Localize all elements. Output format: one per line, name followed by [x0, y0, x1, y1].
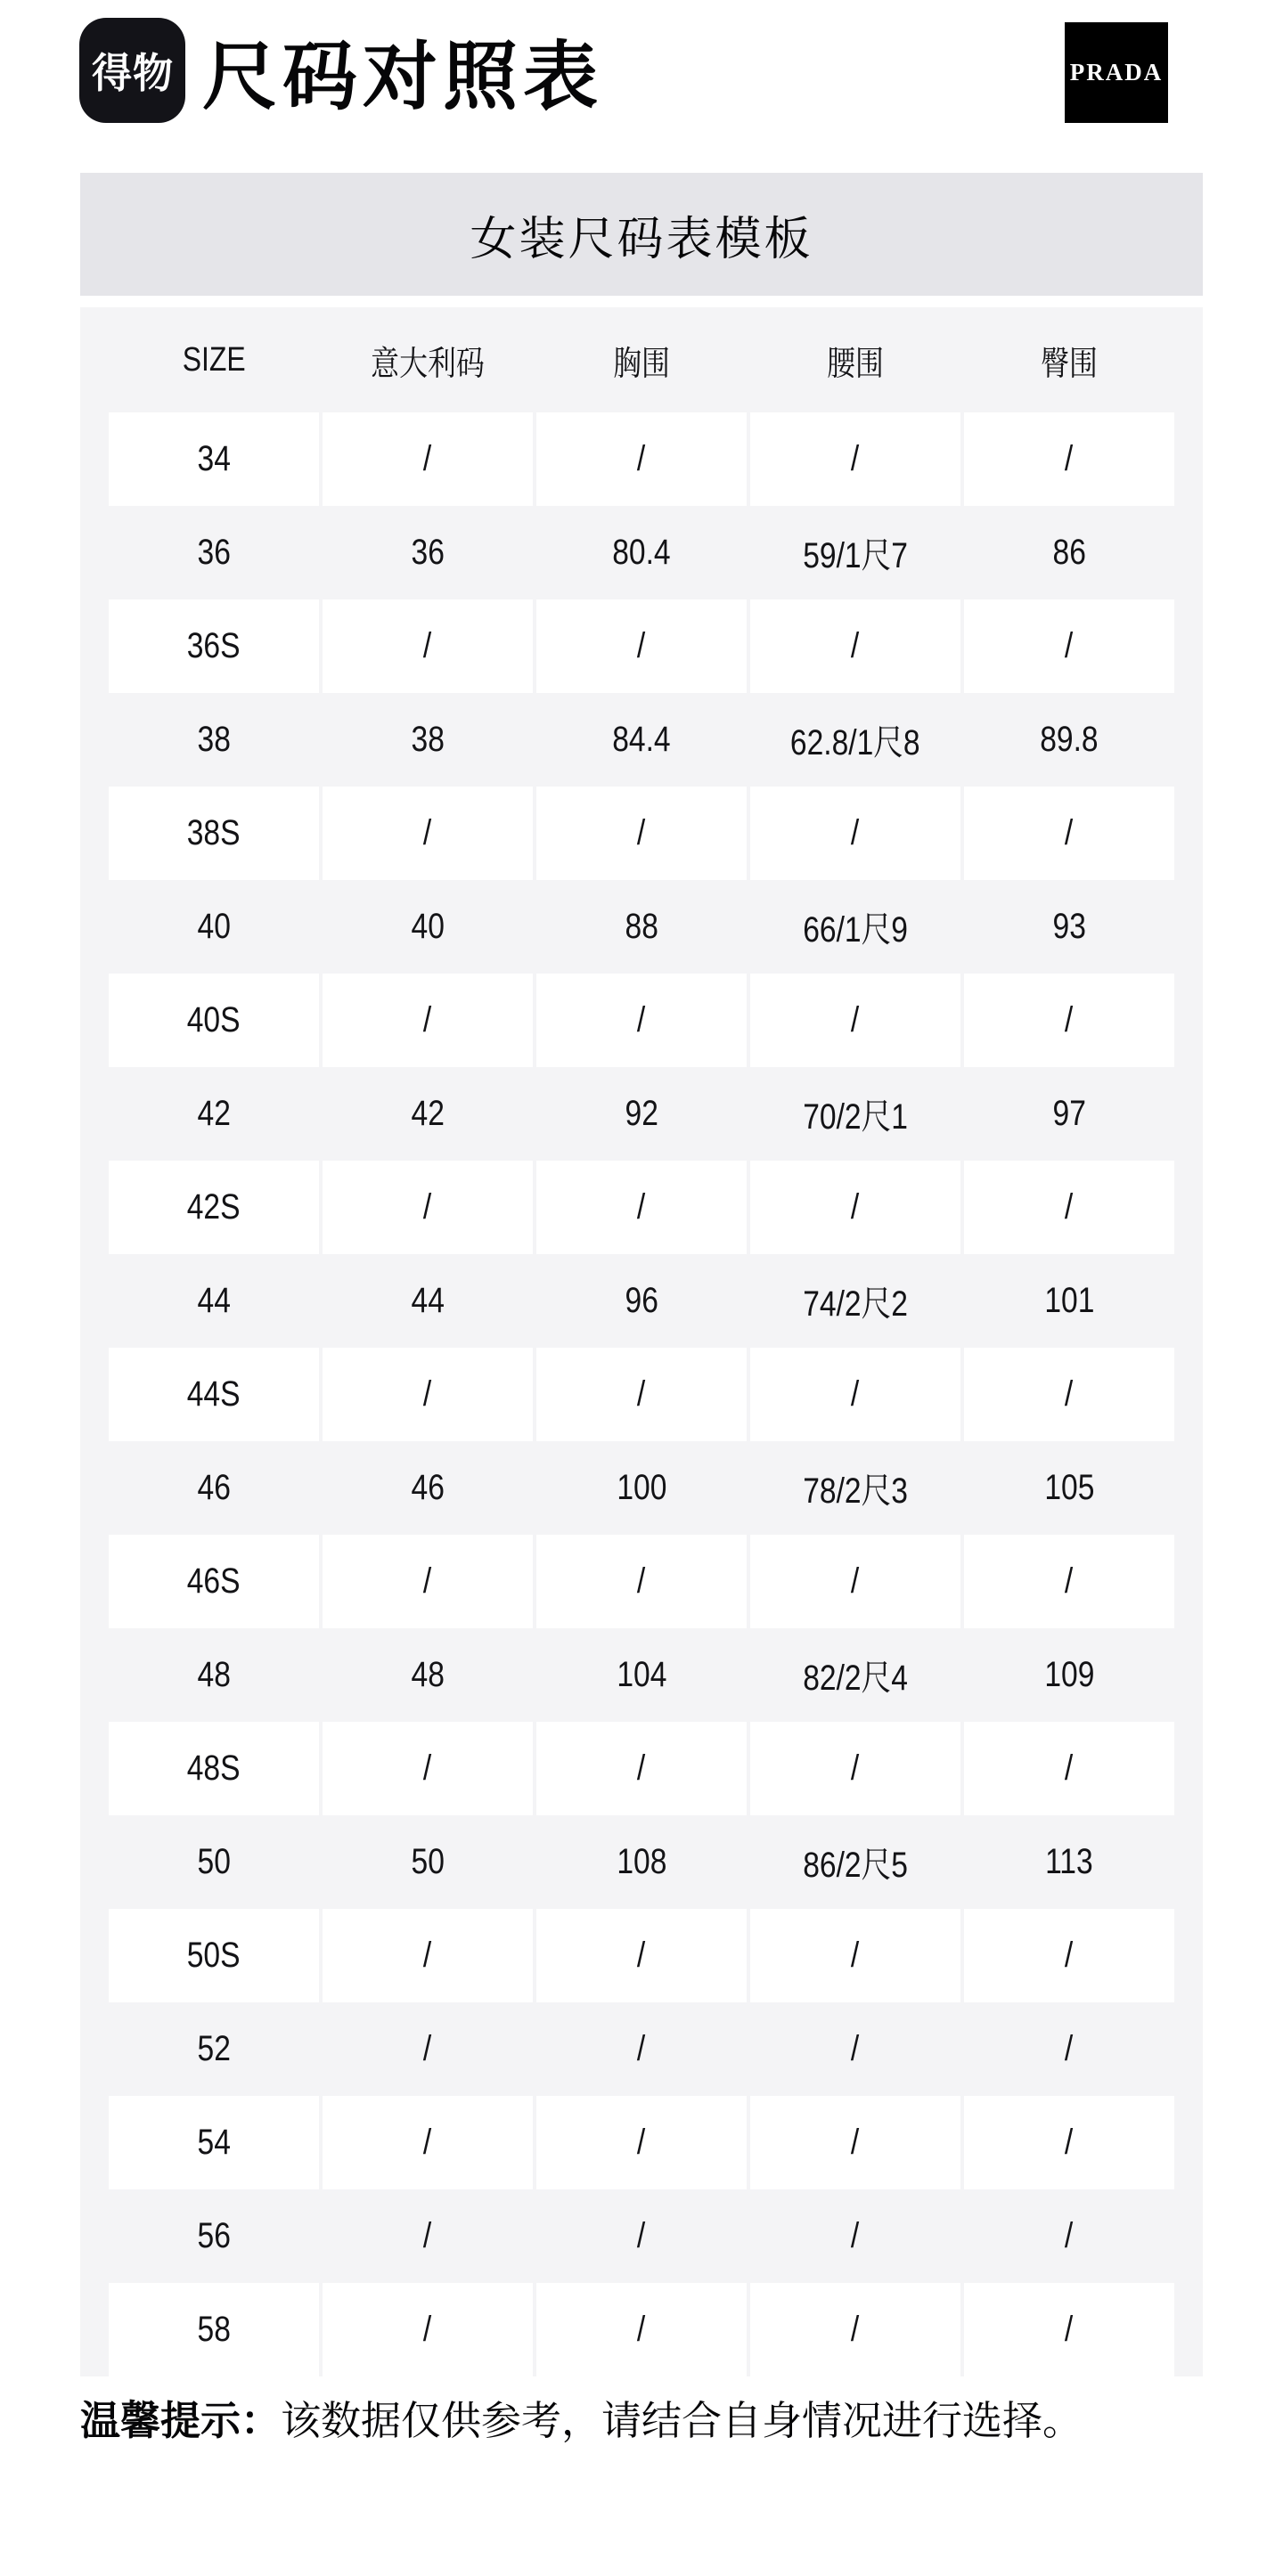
table-cell [536, 1067, 747, 1161]
table-row [109, 787, 1174, 880]
table-cell-text: 腰围 [827, 345, 884, 383]
table-cell [536, 1441, 747, 1535]
table-cell [323, 1254, 533, 1348]
table-cell-header [323, 307, 533, 412]
footer-note-label: 温馨提示： [80, 2398, 282, 2443]
table-cell [750, 506, 960, 599]
table-row [109, 974, 1174, 1067]
table-cell-text: / [851, 1000, 860, 1039]
table-cell [750, 1722, 960, 1815]
table-cell [323, 1161, 533, 1254]
table-row [109, 1254, 1174, 1348]
table-cell [109, 1441, 319, 1535]
table-cell-text: / [637, 2123, 646, 2162]
table-cell-text: SIZE [182, 340, 246, 379]
table-cell [109, 412, 319, 506]
table-cell [750, 412, 960, 506]
table-cell-text: 97 [1052, 1094, 1086, 1133]
table-cell [536, 787, 747, 880]
table-cell [536, 1161, 747, 1254]
table-cell-text: / [1065, 626, 1074, 665]
table-cell [964, 1909, 1174, 2002]
table-row [109, 1161, 1174, 1254]
table-cell-text: / [637, 1561, 646, 1601]
table-cell [109, 599, 319, 693]
table-cell-text: / [637, 1374, 646, 1414]
table-cell [964, 880, 1174, 974]
table-cell [109, 787, 319, 880]
table-cell [536, 974, 747, 1067]
header [79, 18, 1204, 123]
table-cell-text: 88 [625, 907, 658, 946]
table-cell [323, 1535, 533, 1628]
table-cell-text: / [423, 1936, 432, 1975]
table-cell [750, 787, 960, 880]
table-cell [109, 1161, 319, 1254]
table-cell [536, 1254, 747, 1348]
footer-note-text: 该数据仅供参考，请结合自身情况进行选择。 [281, 2398, 1083, 2443]
table-cell-text: 62.8/1尺8 [790, 723, 920, 762]
table-cell [964, 1161, 1174, 1254]
table-cell-text: 48 [197, 1655, 231, 1694]
table-cell [964, 506, 1174, 599]
table-cell-text: 48S [187, 1749, 241, 1788]
table-cell [109, 2002, 319, 2096]
table-cell-text: / [637, 439, 646, 478]
table-cell [323, 2002, 533, 2096]
table-cell [964, 1348, 1174, 1441]
table-cell [750, 2189, 960, 2283]
table-cell-text: 93 [1052, 907, 1086, 946]
table-cell [323, 1628, 533, 1722]
table-cell [964, 599, 1174, 693]
table-cell [109, 2189, 319, 2283]
table-cell-text: / [851, 626, 860, 665]
table-cell-text: 78/2尺3 [803, 1471, 908, 1511]
table-cell [964, 1815, 1174, 1909]
table-row [109, 1722, 1174, 1815]
table-cell [750, 1909, 960, 2002]
table-cell-text: 70/2尺1 [803, 1097, 908, 1137]
table-cell [964, 1254, 1174, 1348]
table-cell [536, 1628, 747, 1722]
table-cell-text: 38 [411, 720, 445, 759]
table-cell [536, 1815, 747, 1909]
table-cell [323, 1441, 533, 1535]
table-cell-text: / [851, 2029, 860, 2068]
table-cell [964, 1441, 1174, 1535]
dewu-logo [79, 18, 185, 123]
table-cell-header [109, 307, 319, 412]
table-cell-text: / [851, 2123, 860, 2162]
table-cell [964, 2096, 1174, 2189]
template-banner-title: 女装尺码表模板 [470, 213, 813, 265]
table-cell [536, 2002, 747, 2096]
table-cell [750, 1067, 960, 1161]
table-cell-text: / [1065, 813, 1074, 852]
table-cell-text: / [423, 1749, 432, 1788]
table-row [109, 1628, 1174, 1722]
table-cell-text: / [851, 1187, 860, 1227]
table-row [109, 506, 1174, 599]
table-cell-text: / [637, 1187, 646, 1227]
dewu-logo-text: 得物 [91, 50, 174, 96]
table-cell-header [964, 307, 1174, 412]
table-cell-text: 96 [625, 1281, 658, 1320]
table-cell-text: / [637, 813, 646, 852]
table-cell-text: 42S [187, 1187, 241, 1227]
table-cell-text: 胸围 [613, 345, 670, 383]
table-cell-text: / [637, 626, 646, 665]
prada-logo-text: PRADA [1069, 59, 1164, 86]
table-row [109, 412, 1174, 506]
table-cell [323, 1815, 533, 1909]
table-cell [536, 599, 747, 693]
table-header-row [109, 307, 1174, 412]
table-cell-text: 46S [187, 1561, 241, 1601]
table-cell-text: / [637, 2216, 646, 2255]
table-cell-text: / [423, 2310, 432, 2349]
table-cell [964, 787, 1174, 880]
table-cell [750, 1254, 960, 1348]
table-cell [323, 1909, 533, 2002]
table-cell-text: 34 [197, 439, 231, 478]
table-row [109, 1067, 1174, 1161]
table-cell [536, 1722, 747, 1815]
table-cell [964, 2002, 1174, 2096]
table-cell [536, 1909, 747, 2002]
table-cell [750, 693, 960, 787]
table-cell [964, 693, 1174, 787]
table-cell [750, 1348, 960, 1441]
table-row [109, 1348, 1174, 1441]
table-cell-text: / [423, 2123, 432, 2162]
table-cell-text: 42 [411, 1094, 445, 1133]
table-cell-text: / [1065, 1936, 1074, 1975]
table-row [109, 1909, 1174, 2002]
table-body [109, 412, 1174, 2376]
table-cell [536, 2189, 747, 2283]
table-cell [964, 1535, 1174, 1628]
table-cell-text: / [851, 2310, 860, 2349]
table-cell [750, 1161, 960, 1254]
table-cell [323, 2189, 533, 2283]
table-row [109, 1441, 1174, 1535]
table-row [109, 2189, 1174, 2283]
table-cell [109, 2283, 319, 2376]
table-cell [964, 2283, 1174, 2376]
table-cell-text: 38 [197, 720, 231, 759]
table-cell [109, 1535, 319, 1628]
size-table [80, 307, 1203, 2376]
table-cell-text: / [1065, 1187, 1074, 1227]
table-cell-text: 44 [197, 1281, 231, 1320]
table-cell-text: / [423, 2216, 432, 2255]
table-cell-text: 40 [197, 907, 231, 946]
table-cell [964, 1067, 1174, 1161]
table-cell-text: / [851, 439, 860, 478]
table-cell-text: 54 [197, 2123, 231, 2162]
table-cell [109, 1628, 319, 1722]
table-cell-text: 44S [187, 1374, 241, 1414]
table-cell-text: / [1065, 1561, 1074, 1601]
table-cell [750, 1441, 960, 1535]
table-cell [536, 2096, 747, 2189]
table-cell [536, 1535, 747, 1628]
table-cell-text: / [851, 1936, 860, 1975]
table-cell [323, 1722, 533, 1815]
table-cell-text: / [423, 1561, 432, 1601]
table-cell-text: 50 [197, 1842, 231, 1881]
table-cell [323, 1348, 533, 1441]
table-row [109, 693, 1174, 787]
table-cell-text: 44 [411, 1281, 445, 1320]
template-banner [80, 173, 1203, 296]
table-cell-text: / [423, 2029, 432, 2068]
table-cell-text: 66/1尺9 [803, 910, 908, 950]
table-cell-text: 82/2尺4 [803, 1659, 908, 1698]
table-cell [323, 787, 533, 880]
table-cell-text: / [1065, 2216, 1074, 2255]
table-cell-text: 86 [1052, 533, 1086, 572]
table-cell-text: 74/2尺2 [803, 1284, 908, 1324]
table-cell-text: / [1065, 2029, 1074, 2068]
table-cell [323, 974, 533, 1067]
table-cell [323, 2283, 533, 2376]
table-cell-text: 101 [1043, 1281, 1095, 1320]
table-cell [536, 2283, 747, 2376]
table-cell-text: 意大利码 [371, 345, 485, 383]
table-cell [109, 1909, 319, 2002]
table-cell-text: / [1065, 2310, 1074, 2349]
table-cell-text: 89.8 [1040, 720, 1099, 759]
table-cell [323, 599, 533, 693]
table-cell [323, 506, 533, 599]
table-row [109, 880, 1174, 974]
table-cell [750, 1815, 960, 1909]
table-cell-header [536, 307, 747, 412]
table-cell [536, 506, 747, 599]
table-cell [536, 693, 747, 787]
table-cell-text: 50 [411, 1842, 445, 1881]
table-cell-text: / [851, 1749, 860, 1788]
table-cell-text: 104 [616, 1655, 667, 1694]
table-cell [750, 880, 960, 974]
table-cell-text: 42 [197, 1094, 231, 1133]
table-cell-text: 46 [411, 1468, 445, 1507]
table-cell-text: 52 [197, 2029, 231, 2068]
table-cell-text: 92 [625, 1094, 658, 1133]
prada-logo [1065, 22, 1168, 123]
table-cell-text: 109 [1043, 1655, 1095, 1694]
table-row [109, 599, 1174, 693]
table-cell [750, 1628, 960, 1722]
table-cell-text: / [1065, 439, 1074, 478]
table-cell-text: 38S [187, 813, 241, 852]
table-cell [323, 2096, 533, 2189]
table-cell-text: 46 [197, 1468, 231, 1507]
table-cell [323, 412, 533, 506]
table-cell [323, 880, 533, 974]
table-cell-text: / [851, 813, 860, 852]
table-cell [750, 599, 960, 693]
table-cell-text: / [423, 813, 432, 852]
table-cell-text: / [423, 1374, 432, 1414]
table-row [109, 1535, 1174, 1628]
table-row [109, 2096, 1174, 2189]
table-cell [964, 2189, 1174, 2283]
table-cell-text: 56 [197, 2216, 231, 2255]
table-cell-text: / [851, 2216, 860, 2255]
table-cell [750, 1535, 960, 1628]
table-cell [750, 974, 960, 1067]
table-cell-text: 36 [197, 533, 231, 572]
table-cell [109, 1815, 319, 1909]
table-cell-text: / [1065, 1374, 1074, 1414]
table-cell [323, 693, 533, 787]
table-cell-text: 84.4 [612, 720, 671, 759]
table-cell-text: / [637, 1936, 646, 1975]
table-cell-text: 36S [187, 626, 241, 665]
table-cell [109, 2096, 319, 2189]
table-cell-text: / [423, 1187, 432, 1227]
table-cell-text: 100 [616, 1468, 667, 1507]
table-cell [109, 1722, 319, 1815]
table-cell [964, 974, 1174, 1067]
table-cell-text: / [637, 1000, 646, 1039]
table-cell-text: / [423, 439, 432, 478]
table-cell [964, 1722, 1174, 1815]
table-cell-text: 58 [197, 2310, 231, 2349]
table-row [109, 1815, 1174, 1909]
table-cell-text: / [637, 2310, 646, 2349]
table-cell [964, 1628, 1174, 1722]
table-cell-text: / [637, 1749, 646, 1788]
table-cell-text: / [423, 626, 432, 665]
table-cell-text: 59/1尺7 [803, 536, 908, 575]
table-cell [536, 880, 747, 974]
table-cell [109, 506, 319, 599]
table-cell-text: 105 [1043, 1468, 1095, 1507]
table-cell [109, 1348, 319, 1441]
table-cell-text: 80.4 [612, 533, 671, 572]
table-cell [109, 693, 319, 787]
table-cell-text: 50S [187, 1936, 241, 1975]
table-row [109, 2002, 1174, 2096]
table-cell [109, 1254, 319, 1348]
page-title: 尺码对照表 [202, 34, 604, 118]
table-cell [536, 412, 747, 506]
table-cell [536, 1348, 747, 1441]
table-cell-text: 86/2尺5 [803, 1846, 908, 1885]
table-cell-text: / [1065, 1000, 1074, 1039]
table-cell-text: 臀围 [1041, 345, 1098, 383]
footer-note [80, 2398, 1083, 2444]
table-cell [750, 2096, 960, 2189]
table-cell-text: / [1065, 1749, 1074, 1788]
table-cell-text: 40S [187, 1000, 241, 1039]
table-cell-text: / [851, 1561, 860, 1601]
table-cell-text: 48 [411, 1655, 445, 1694]
table-cell-text: / [423, 1000, 432, 1039]
table-cell [109, 1067, 319, 1161]
table-cell [109, 974, 319, 1067]
table-cell [750, 2283, 960, 2376]
table-cell-text: / [1065, 2123, 1074, 2162]
table-cell-text: 113 [1045, 1842, 1093, 1881]
table-cell-header [750, 307, 960, 412]
table-cell [964, 412, 1174, 506]
table-row [109, 2283, 1174, 2376]
table-cell-text: 108 [616, 1842, 667, 1881]
table-cell-text: / [637, 2029, 646, 2068]
table-cell-text: 40 [411, 907, 445, 946]
table-cell-text: 36 [411, 533, 445, 572]
table-cell-text: / [851, 1374, 860, 1414]
table-cell [323, 1067, 533, 1161]
table-cell [109, 880, 319, 974]
table-cell [750, 2002, 960, 2096]
